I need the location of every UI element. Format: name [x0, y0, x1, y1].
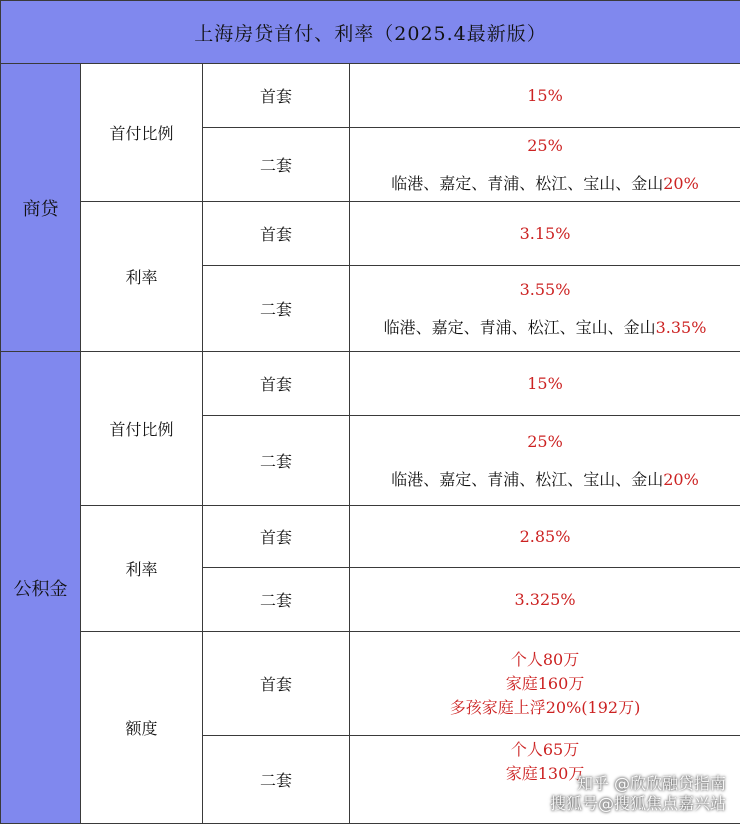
note-areas: 临港、嘉定、青浦、松江、宝山、金山: [391, 470, 663, 489]
value-note: [350, 316, 740, 340]
tier-first: 首套: [203, 64, 350, 128]
tier-first: 首套: [203, 632, 350, 736]
tier-second: 二套: [203, 736, 350, 824]
quota-line: 家庭130万: [350, 762, 740, 786]
quota-line: 家庭160万: [350, 672, 740, 696]
watermark-line-1: 知乎 @欣欣融贷指南: [550, 774, 726, 794]
value-note: [350, 172, 740, 196]
value-main: 25%: [350, 430, 740, 454]
tier-second: 二套: [203, 266, 350, 352]
section-rate: 利率: [81, 506, 203, 632]
tier-second: 二套: [203, 568, 350, 632]
tier-second: 二套: [203, 128, 350, 202]
value-cell: 2.85%: [350, 506, 740, 568]
tier-second: 二套: [203, 416, 350, 506]
value-cell: 15%: [350, 352, 740, 416]
value-cell: 3.15%: [350, 202, 740, 266]
tier-first: 首套: [203, 352, 350, 416]
value-cell: [350, 266, 740, 352]
value-main: 3.55%: [350, 278, 740, 302]
value-cell: 15%: [350, 64, 740, 128]
value-main: 25%: [350, 134, 740, 158]
quota-line: 多孩家庭上浮20%(192万): [350, 696, 740, 720]
watermark-line-2: 搜狐号@搜狐焦点嘉兴站: [550, 794, 726, 814]
section-down-payment: 首付比例: [81, 352, 203, 506]
value-cell: [350, 632, 740, 736]
value-note: [350, 468, 740, 492]
category-provident: 公积金: [1, 352, 81, 824]
category-commercial: 商贷: [1, 64, 81, 352]
note-value: 3.35%: [656, 318, 707, 337]
note-value: 20%: [663, 174, 699, 193]
note-areas: 临港、嘉定、青浦、松江、宝山、金山: [384, 318, 656, 337]
tier-first: 首套: [203, 506, 350, 568]
tier-first: 首套: [203, 202, 350, 266]
section-quota: 额度: [81, 632, 203, 824]
section-down-payment: 首付比例: [81, 64, 203, 202]
value-cell: [350, 128, 740, 202]
section-rate: 利率: [81, 202, 203, 352]
value-cell: 3.325%: [350, 568, 740, 632]
quota-line: 个人65万: [350, 738, 740, 762]
quota-line: 个人80万: [350, 648, 740, 672]
note-value: 20%: [663, 470, 699, 489]
watermark: [550, 774, 726, 814]
note-areas: 临港、嘉定、青浦、松江、宝山、金山: [391, 174, 663, 193]
page-title: 上海房贷首付、利率（2025.4最新版）: [1, 1, 740, 64]
value-cell: [350, 416, 740, 506]
